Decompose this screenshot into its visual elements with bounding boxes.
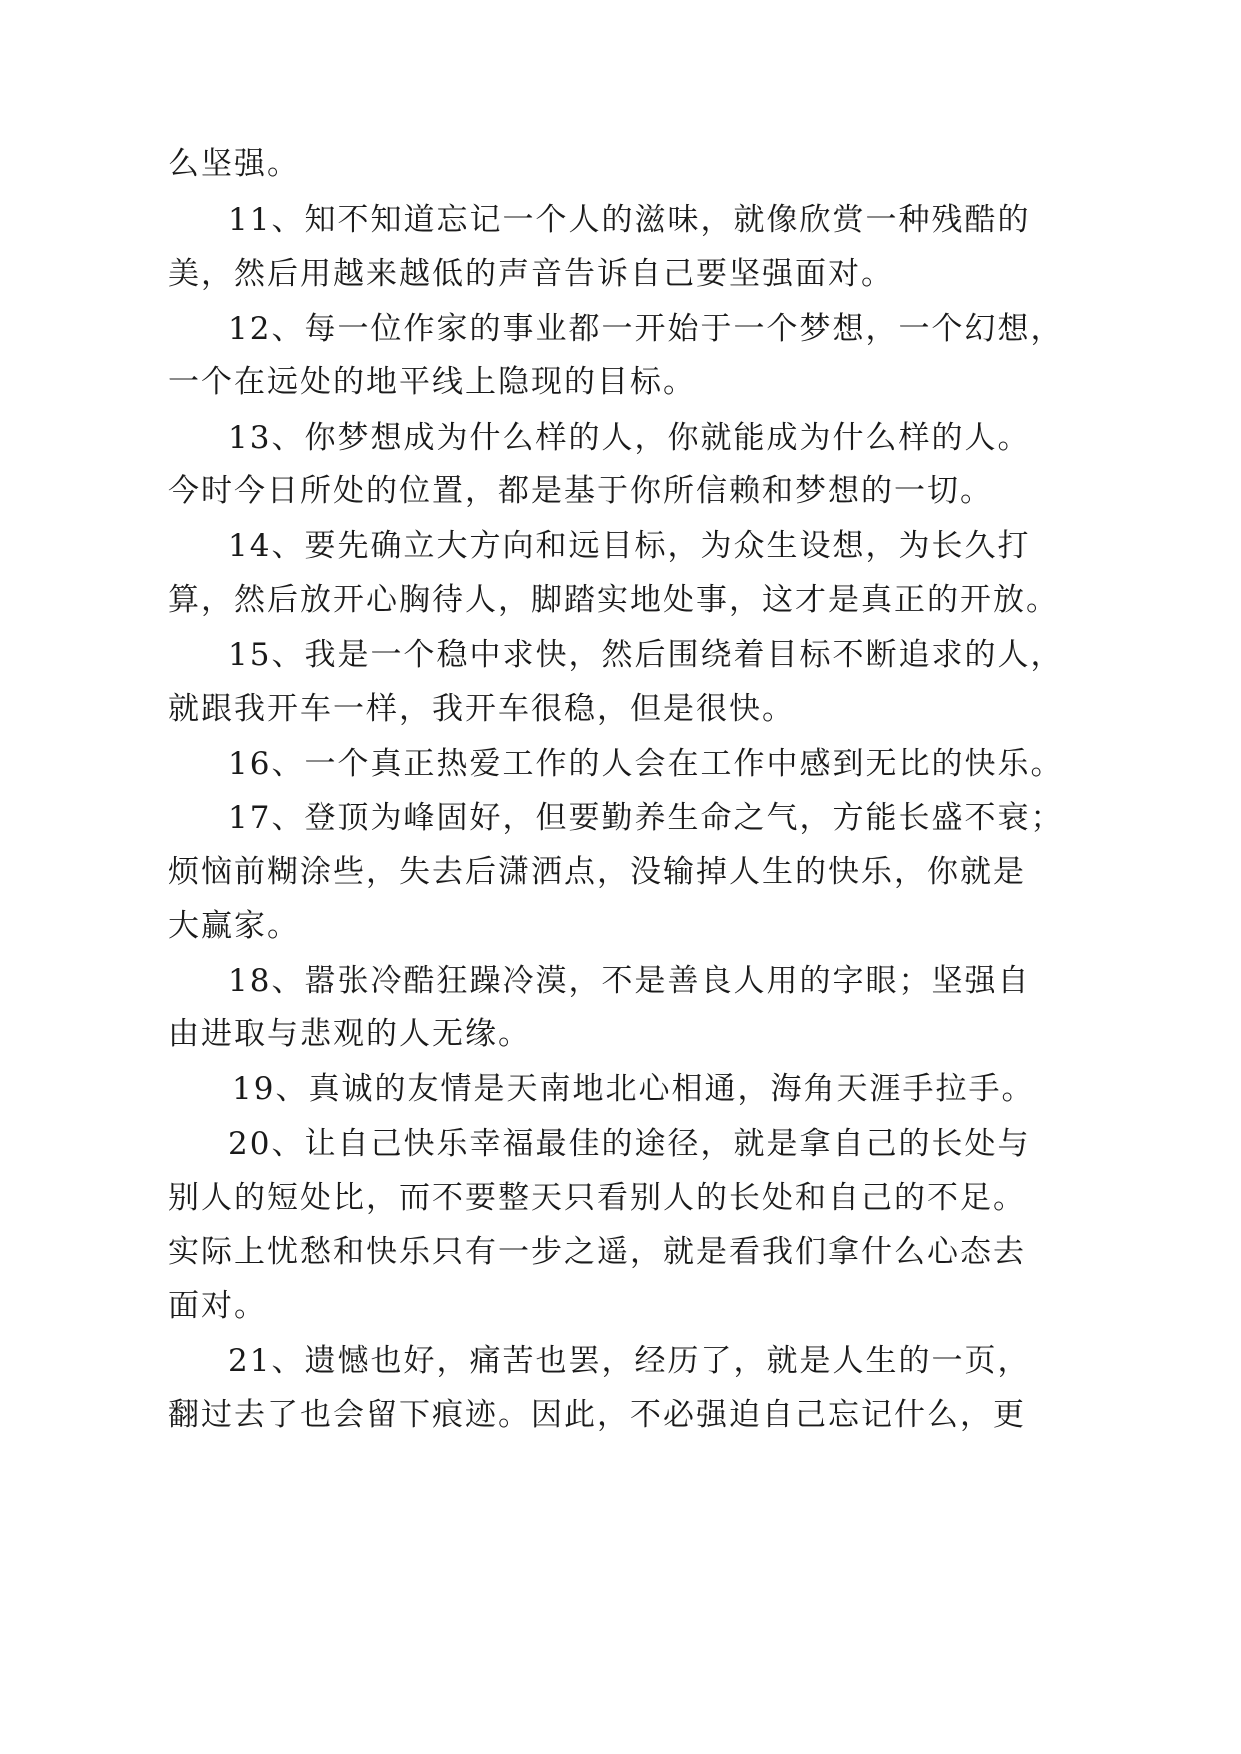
text-line: 面对。 (168, 1288, 267, 1324)
text-line: 17、登顶为峰固好，但要勤养生命之气，方能长盛不衰； (228, 800, 1064, 836)
text-line: 就跟我开车一样，我开车很稳，但是很快。 (168, 691, 795, 727)
text-line: 由进取与悲观的人无缘。 (168, 1016, 531, 1052)
text-line: 美，然后用越来越低的声音告诉自己要坚强面对。 (168, 256, 894, 292)
text-line: 么坚强。 (168, 146, 300, 182)
text-line: 别人的短处比，而不要整天只看别人的长处和自己的不足。 (168, 1180, 1026, 1216)
text-line: 11、知不知道忘记一个人的滋味，就像欣赏一种残酷的 (228, 202, 1031, 238)
text-line: 实际上忧愁和快乐只有一步之遥，就是看我们拿什么心态去 (168, 1234, 1026, 1270)
text-line: 14、要先确立大方向和远目标，为众生设想，为长久打 (228, 528, 1031, 564)
text-line: 18、嚣张冷酷狂躁冷漠，不是善良人用的字眼；坚强自 (228, 963, 1031, 999)
text-line: 12、每一位作家的事业都一开始于一个梦想，一个幻想， (228, 311, 1064, 347)
text-line: 20、让自己快乐幸福最佳的途径，就是拿自己的长处与 (228, 1126, 1031, 1162)
text-line: 翻过去了也会留下痕迹。因此，不必强迫自己忘记什么，更 (168, 1397, 1026, 1433)
text-line: 15、我是一个稳中求快，然后围绕着目标不断追求的人， (228, 637, 1064, 673)
text-line: 19、真诚的友情是天南地北心相通，海角天涯手拉手。 (232, 1071, 1035, 1107)
text-line: 今时今日所处的位置，都是基于你所信赖和梦想的一切。 (168, 473, 993, 509)
text-line: 烦恼前糊涂些，失去后潇洒点，没输掉人生的快乐，你就是 (168, 854, 1026, 890)
text-line: 21、遗憾也好，痛苦也罢，经历了，就是人生的一页， (228, 1343, 1031, 1379)
text-line: 大赢家。 (168, 908, 300, 944)
text-line: 13、你梦想成为什么样的人，你就能成为什么样的人。 (228, 420, 1031, 456)
text-line: 一个在远处的地平线上隐现的目标。 (168, 364, 696, 400)
text-line: 16、一个真正热爱工作的人会在工作中感到无比的快乐。 (228, 746, 1064, 782)
text-line: 算，然后放开心胸待人，脚踏实地处事，这才是真正的开放。 (168, 582, 1059, 618)
